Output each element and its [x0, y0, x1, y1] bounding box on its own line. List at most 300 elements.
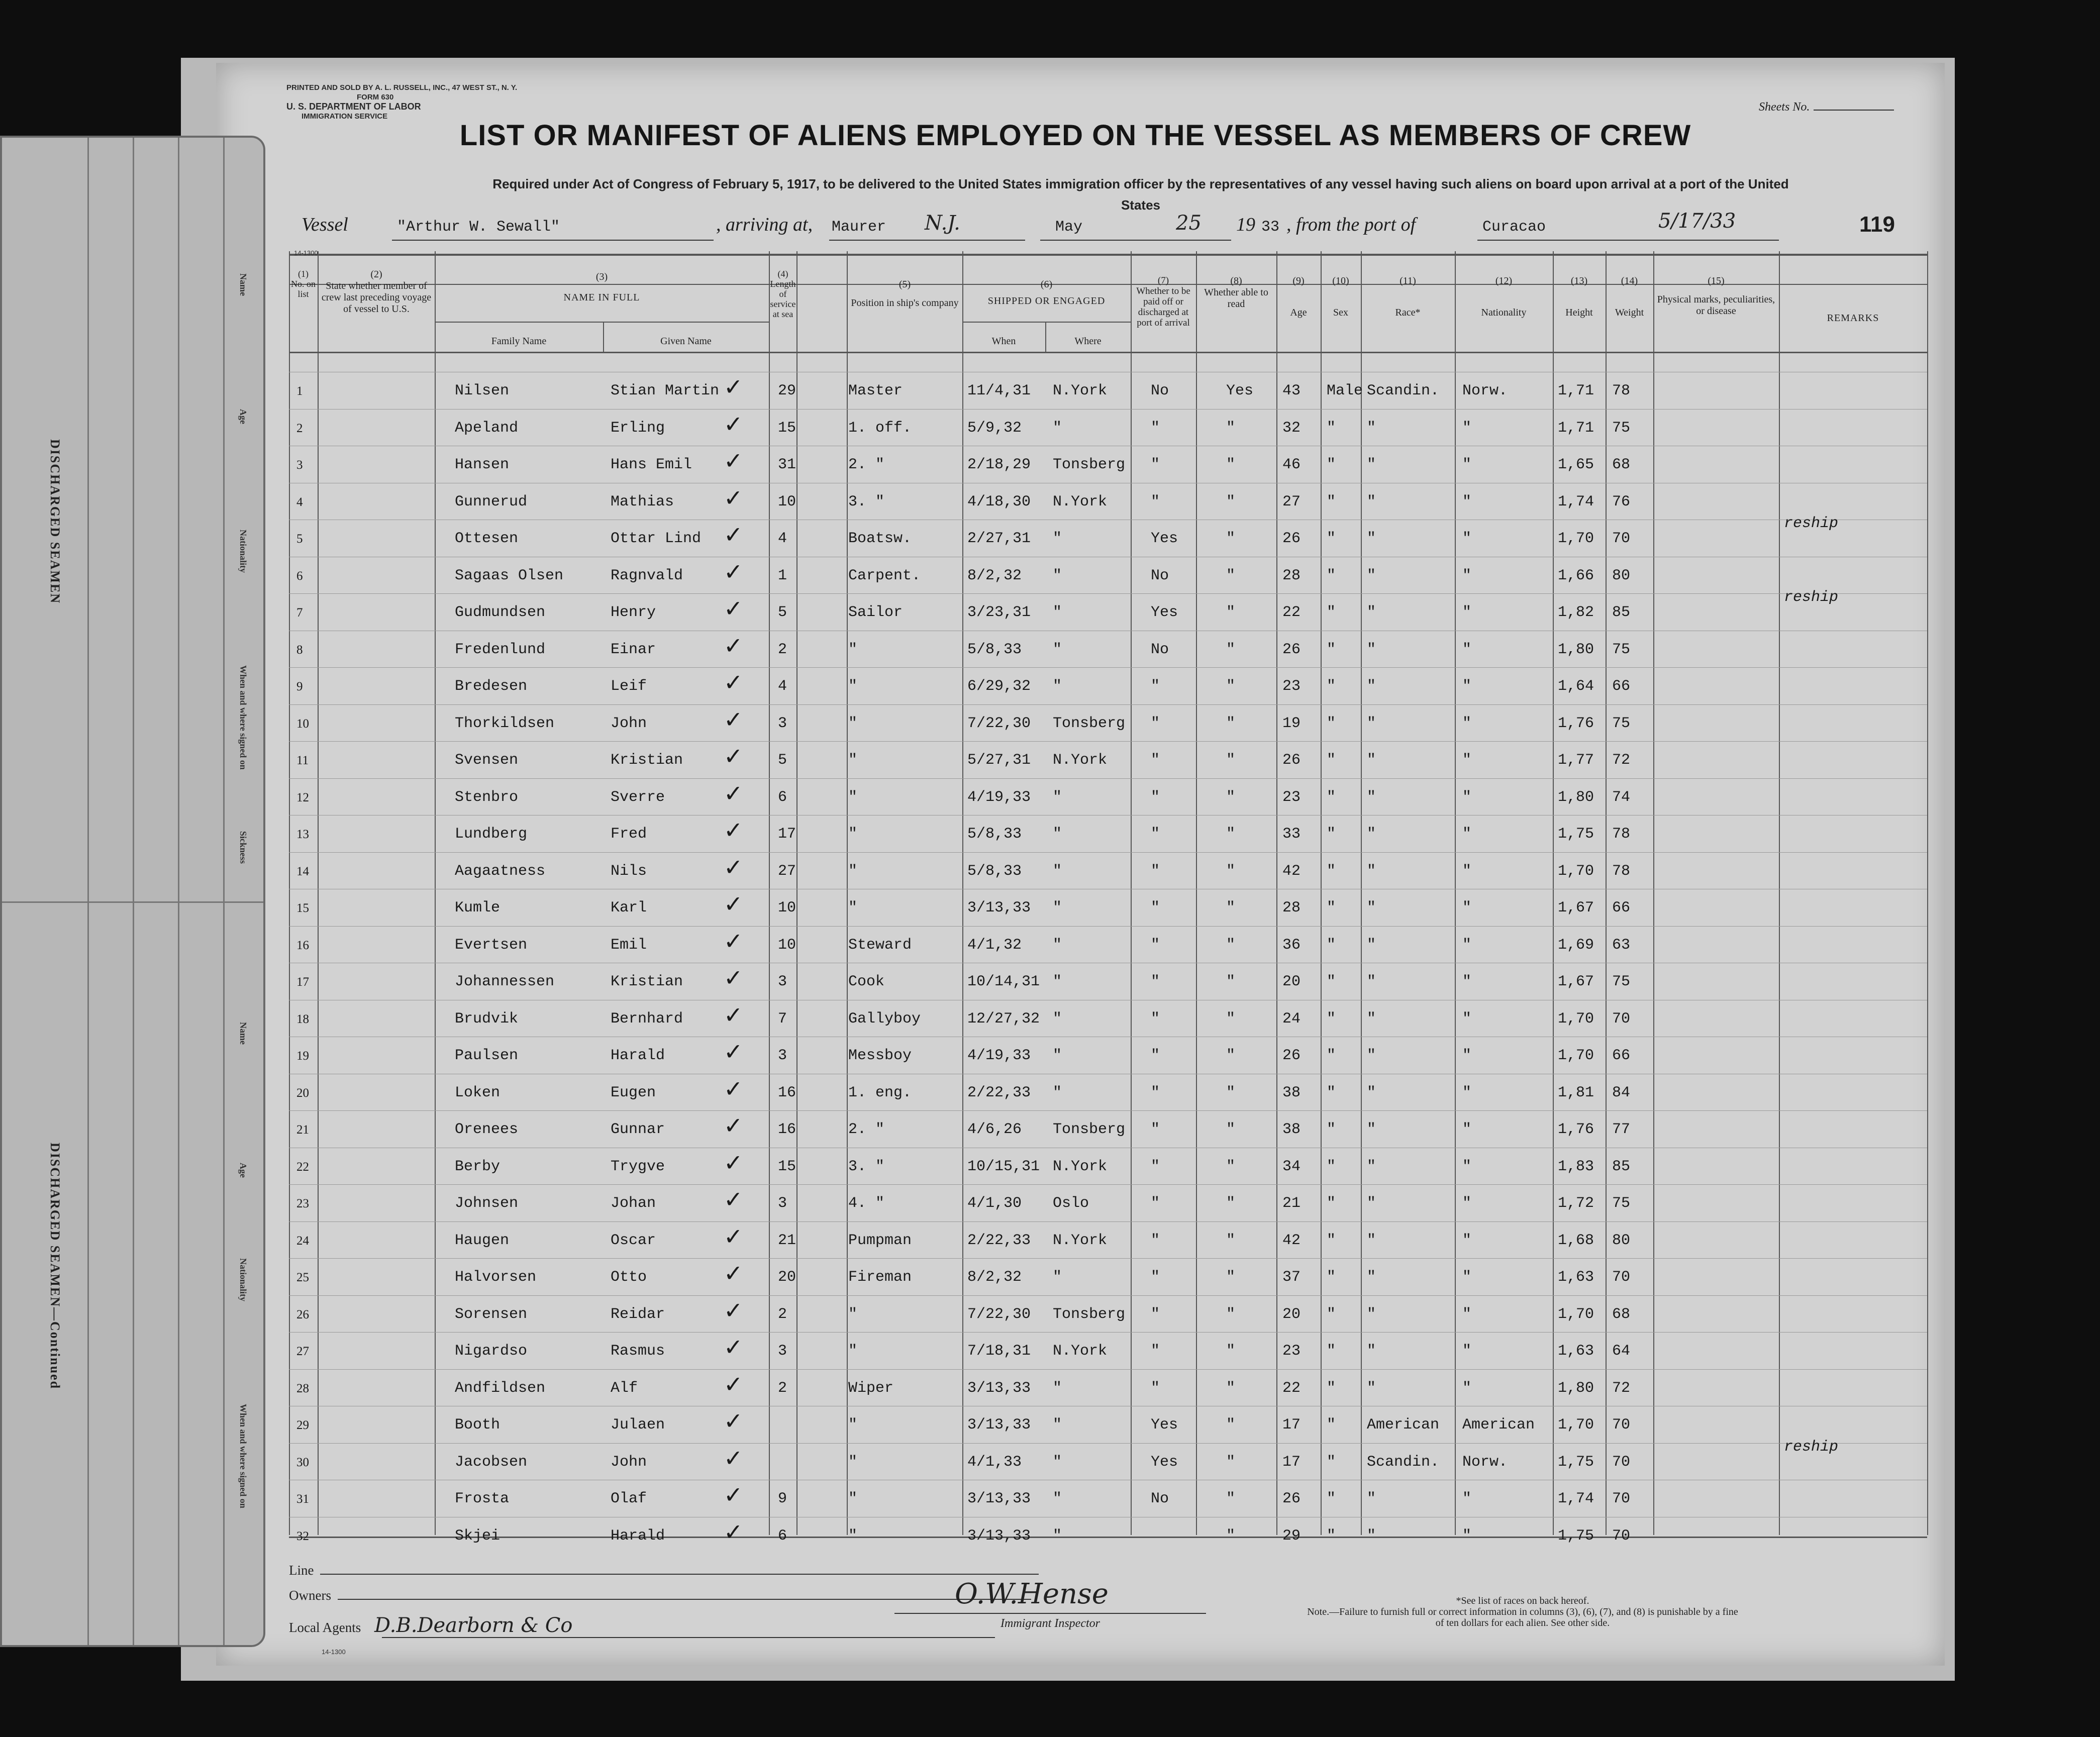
family-name-cell: Jacobsen — [455, 1453, 528, 1471]
shipped-where-cell: " — [1053, 1453, 1062, 1471]
col3b-header: Given Name — [660, 336, 712, 347]
nationality-cell: " — [1462, 1232, 1472, 1249]
family-name-cell: Fredenlund — [455, 641, 546, 658]
race-cell: " — [1367, 826, 1376, 843]
col6a-header: When — [991, 336, 1016, 347]
shipped-when-cell: 5/8,33 — [967, 826, 1022, 843]
weight-cell: 85 — [1612, 1158, 1631, 1175]
shipped-when-cell: 2/22,33 — [967, 1084, 1031, 1101]
height-cell: 1,67 — [1558, 973, 1594, 990]
position-cell: 4. " — [848, 1195, 885, 1212]
sex-cell: " — [1327, 826, 1336, 843]
fold-header-signed-on-2: When and where signed on — [238, 1404, 248, 1508]
sex-cell: " — [1327, 788, 1336, 806]
fold-header-name: Name — [238, 273, 248, 296]
row-number-cell: 19 — [296, 1049, 309, 1063]
shipped-when-cell: 3/13,33 — [967, 1490, 1031, 1507]
given-name-cell: Olaf — [611, 1490, 647, 1507]
table-row — [289, 1184, 1927, 1221]
race-cell: " — [1367, 1047, 1376, 1064]
age-cell: 23 — [1282, 678, 1301, 695]
paid-off-cell: " — [1151, 788, 1160, 806]
family-name-cell: Booth — [455, 1416, 501, 1434]
given-name-cell: Otto — [611, 1269, 647, 1286]
paid-off-cell: " — [1151, 1121, 1160, 1138]
family-name-cell: Nilsen — [455, 382, 510, 399]
given-name-cell: Kristian — [611, 752, 683, 769]
position-cell: 3. " — [848, 1158, 885, 1175]
table-row — [289, 1221, 1927, 1258]
weight-cell: 70 — [1612, 1490, 1631, 1507]
race-cell: " — [1367, 567, 1376, 584]
position-cell: Cook — [848, 973, 885, 990]
family-name-cell: Brudvik — [455, 1010, 519, 1028]
paid-off-cell: " — [1151, 1047, 1160, 1064]
given-name-cell: Nils — [611, 862, 647, 880]
table-row — [289, 852, 1927, 889]
sex-cell: " — [1327, 752, 1336, 769]
paid-off-cell: " — [1151, 899, 1160, 916]
position-cell: 2. " — [848, 456, 885, 473]
weight-cell: 68 — [1612, 1305, 1631, 1323]
height-cell: 1,70 — [1558, 1416, 1594, 1434]
given-name-cell: Ragnvald — [611, 567, 683, 584]
able-to-read-cell: " — [1226, 1158, 1236, 1175]
table-row — [289, 963, 1927, 999]
position-cell: " — [848, 826, 858, 843]
weight-cell: 70 — [1612, 1453, 1631, 1471]
race-cell: " — [1367, 604, 1376, 621]
weight-cell: 66 — [1612, 1047, 1631, 1064]
race-cell: " — [1367, 1343, 1376, 1360]
length-of-service-cell: 10 — [778, 936, 796, 954]
inspector-label: Immigrant Inspector — [1001, 1617, 1100, 1630]
weight-cell: 72 — [1612, 752, 1631, 769]
shipped-when-cell: 8/2,32 — [967, 567, 1022, 584]
row-number-cell: 16 — [296, 938, 309, 952]
length-of-service-cell: 10 — [778, 493, 796, 510]
paid-off-cell: Yes — [1151, 1453, 1178, 1471]
given-name-cell: Sverre — [611, 788, 665, 806]
weight-cell: 75 — [1612, 419, 1631, 437]
height-cell: 1,80 — [1558, 641, 1594, 658]
checkmark-icon: ✓ — [724, 1407, 743, 1435]
shipped-where-cell: N.York — [1053, 1343, 1108, 1360]
row-number-cell: 20 — [296, 1086, 309, 1100]
height-cell: 1,67 — [1558, 899, 1594, 916]
able-to-read-cell: " — [1226, 973, 1236, 990]
year-suffix: 33 — [1261, 219, 1280, 236]
row-number-cell: 4 — [296, 495, 303, 509]
row-number-cell: 13 — [296, 828, 309, 841]
shipped-where-cell: N.York — [1053, 1158, 1108, 1175]
sex-cell: " — [1327, 1158, 1336, 1175]
shipped-where-cell: Tonsberg — [1053, 456, 1126, 473]
sex-cell: " — [1327, 714, 1336, 732]
position-cell: Steward — [848, 936, 912, 954]
row-number-cell: 5 — [296, 532, 303, 546]
length-of-service-cell: 5 — [778, 604, 787, 621]
sex-cell: " — [1327, 1195, 1336, 1212]
table-row — [289, 704, 1927, 741]
shipped-where-cell: " — [1053, 788, 1062, 806]
paid-off-cell: " — [1151, 936, 1160, 954]
row-number-cell: 2 — [296, 421, 303, 435]
nationality-cell: " — [1462, 936, 1472, 954]
nationality-cell: " — [1462, 1490, 1472, 1507]
checkmark-icon: ✓ — [724, 743, 743, 770]
age-cell: 29 — [1282, 1527, 1301, 1545]
sex-cell: " — [1327, 1232, 1336, 1249]
family-name-cell: Stenbro — [455, 788, 519, 806]
able-to-read-cell: " — [1226, 826, 1236, 843]
row-number-cell: 30 — [296, 1455, 309, 1469]
weight-cell: 68 — [1612, 456, 1631, 473]
checkmark-icon: ✓ — [724, 779, 743, 807]
age-cell: 23 — [1282, 788, 1301, 806]
race-cell: " — [1367, 862, 1376, 880]
weight-cell: 75 — [1612, 714, 1631, 732]
race-cell: American — [1367, 1416, 1440, 1434]
family-name-cell: Kumle — [455, 899, 501, 916]
paid-off-cell: " — [1151, 493, 1160, 510]
age-cell: 32 — [1282, 419, 1301, 437]
height-cell: 1,71 — [1558, 419, 1594, 437]
fold-header-sickness: Sickness — [238, 831, 248, 864]
shipped-where-cell: " — [1053, 1416, 1062, 1434]
position-cell: " — [848, 678, 858, 695]
position-cell: " — [848, 1453, 858, 1471]
age-cell: 20 — [1282, 1305, 1301, 1323]
nationality-cell: " — [1462, 1343, 1472, 1360]
row-number-cell: 1 — [296, 384, 303, 398]
col8-header: (8) Whether able to read — [1204, 275, 1268, 310]
sex-cell: " — [1327, 641, 1336, 658]
row-number-cell: 23 — [296, 1197, 309, 1210]
weight-cell: 78 — [1612, 862, 1631, 880]
shipped-when-cell: 11/4,31 — [967, 382, 1031, 399]
height-cell: 1,63 — [1558, 1343, 1594, 1360]
shipped-when-cell: 7/22,30 — [967, 1305, 1031, 1323]
shipped-when-cell: 3/13,33 — [967, 1416, 1031, 1434]
age-cell: 28 — [1282, 567, 1301, 584]
family-name-cell: Nigardso — [455, 1343, 528, 1360]
nationality-cell: " — [1462, 1527, 1472, 1545]
race-cell: Scandin. — [1367, 382, 1440, 399]
length-of-service-cell: 29 — [778, 382, 796, 399]
nationality-cell: " — [1462, 1305, 1472, 1323]
inspector-signature: O.W.Hense — [955, 1578, 1109, 1610]
nationality-cell: " — [1462, 641, 1472, 658]
given-name-cell: Harald — [611, 1047, 665, 1064]
year-prefix: 19 — [1236, 214, 1255, 235]
position-cell: " — [848, 714, 858, 732]
sex-cell: " — [1327, 530, 1336, 547]
weight-cell: 75 — [1612, 1195, 1631, 1212]
col6b-header: Where — [1074, 336, 1102, 347]
shipped-where-cell: " — [1053, 567, 1062, 584]
shipped-where-cell: " — [1053, 826, 1062, 843]
shipped-when-cell: 6/29,32 — [967, 678, 1031, 695]
shipped-when-cell: 2/22,33 — [967, 1232, 1031, 1249]
paid-off-cell: " — [1151, 1269, 1160, 1286]
able-to-read-cell: " — [1226, 862, 1236, 880]
height-cell: 1,74 — [1558, 493, 1594, 510]
from-port-label: , from the port of — [1286, 214, 1416, 235]
race-cell: " — [1367, 1269, 1376, 1286]
height-cell: 1,75 — [1558, 826, 1594, 843]
weight-cell: 80 — [1612, 1232, 1631, 1249]
col3a-header: Family Name — [491, 336, 547, 347]
able-to-read-cell: " — [1226, 678, 1236, 695]
length-of-service-cell: 2 — [778, 1379, 787, 1397]
fold-title-bottom: DISCHARGED SEAMEN—Continued — [48, 1143, 62, 1390]
table-row — [289, 1037, 1927, 1073]
checkmark-icon: ✓ — [724, 1370, 743, 1398]
form-code-bottom: 14-1300 — [322, 1648, 346, 1656]
length-of-service-cell: 16 — [778, 1121, 796, 1138]
given-name-cell: Alf — [611, 1379, 638, 1397]
length-of-service-cell: 7 — [778, 1010, 787, 1028]
able-to-read-cell: " — [1226, 1195, 1236, 1212]
paid-off-cell: " — [1151, 1232, 1160, 1249]
shipped-when-cell: 5/27,31 — [967, 752, 1031, 769]
family-name-cell: Hansen — [455, 456, 510, 473]
nationality-cell: " — [1462, 1158, 1472, 1175]
paid-off-cell: " — [1151, 1084, 1160, 1101]
height-cell: 1,70 — [1558, 1010, 1594, 1028]
given-name-cell: Harald — [611, 1527, 665, 1545]
date-written: 5/17/33 — [1658, 210, 1736, 233]
given-name-cell: Erling — [611, 419, 665, 437]
given-name-cell: Gunnar — [611, 1121, 665, 1138]
weight-cell: 72 — [1612, 1379, 1631, 1397]
paid-off-cell: No — [1151, 1490, 1169, 1507]
weight-cell: 66 — [1612, 899, 1631, 916]
remarks-cell: reship — [1784, 1438, 1839, 1456]
able-to-read-cell: " — [1226, 1453, 1236, 1471]
nationality-cell: " — [1462, 714, 1472, 732]
sex-cell: " — [1327, 604, 1336, 621]
height-cell: 1,66 — [1558, 567, 1594, 584]
table-row — [289, 1480, 1927, 1516]
family-name-cell: Sagaas Olsen — [455, 567, 564, 584]
given-name-cell: Oscar — [611, 1232, 656, 1249]
height-cell: 1,81 — [1558, 1084, 1594, 1101]
col1-header: (1) No. on list — [291, 269, 316, 299]
weight-cell: 80 — [1612, 567, 1631, 584]
given-name-cell: Reidar — [611, 1305, 665, 1323]
sex-cell: " — [1327, 936, 1336, 954]
remarks-header: REMARKS — [1827, 313, 1879, 324]
col6-header: (6) SHIPPED OR ENGAGED — [987, 279, 1106, 306]
nationality-cell: Norw. — [1462, 382, 1508, 399]
form-number: FORM 630 — [357, 93, 394, 101]
shipped-when-cell: 4/18,30 — [967, 493, 1031, 510]
family-name-cell: Frosta — [455, 1490, 510, 1507]
height-cell: 1,70 — [1558, 862, 1594, 880]
position-cell: Boatsw. — [848, 530, 912, 547]
able-to-read-cell: " — [1226, 1232, 1236, 1249]
shipped-where-cell: N.York — [1053, 1232, 1108, 1249]
shipped-where-cell: " — [1053, 1010, 1062, 1028]
row-number-cell: 25 — [296, 1271, 309, 1284]
age-cell: 34 — [1282, 1158, 1301, 1175]
given-name-cell: Karl — [611, 899, 647, 916]
able-to-read-cell: " — [1226, 1379, 1236, 1397]
given-name-cell: Johan — [611, 1195, 656, 1212]
able-to-read-cell: " — [1226, 1305, 1236, 1323]
family-name-cell: Sorensen — [455, 1305, 528, 1323]
paid-off-cell: Yes — [1151, 1416, 1178, 1434]
given-name-cell: Rasmus — [611, 1343, 665, 1360]
height-cell: 1,71 — [1558, 382, 1594, 399]
nationality-cell: " — [1462, 826, 1472, 843]
shipped-where-cell: " — [1053, 1269, 1062, 1286]
able-to-read-cell: " — [1226, 641, 1236, 658]
paid-off-cell: " — [1151, 826, 1160, 843]
local-agents: Local Agents D.B.Dearborn & Co — [289, 1614, 573, 1637]
col4-header: (4) Length of service at sea — [770, 269, 796, 319]
length-of-service-cell: 9 — [778, 1490, 787, 1507]
race-cell: " — [1367, 899, 1376, 916]
race-cell: " — [1367, 1158, 1376, 1175]
table-row — [289, 1369, 1927, 1406]
age-cell: 20 — [1282, 973, 1301, 990]
given-name-cell: Stian Martin — [611, 382, 720, 399]
height-cell: 1,80 — [1558, 788, 1594, 806]
paid-off-cell: " — [1151, 678, 1160, 695]
weight-cell: 75 — [1612, 641, 1631, 658]
age-cell: 43 — [1282, 382, 1301, 399]
nationality-cell: " — [1462, 1379, 1472, 1397]
table-row — [289, 1406, 1927, 1443]
shipped-where-cell: Tonsberg — [1053, 1121, 1126, 1138]
race-cell: " — [1367, 936, 1376, 954]
position-cell: " — [848, 752, 858, 769]
position-cell: Sailor — [848, 604, 903, 621]
family-name-cell: Johnsen — [455, 1195, 519, 1212]
nationality-cell: " — [1462, 456, 1472, 473]
arrival-day: 25 — [1176, 212, 1202, 235]
sex-cell: " — [1327, 1527, 1336, 1545]
nationality-cell: " — [1462, 788, 1472, 806]
vessel-name: "Arthur W. Sewall" — [397, 219, 560, 236]
shipped-where-cell: Tonsberg — [1053, 1305, 1126, 1323]
sex-cell: " — [1327, 456, 1336, 473]
shipped-when-cell: 2/27,31 — [967, 530, 1031, 547]
paid-off-cell: " — [1151, 1158, 1160, 1175]
checkmark-icon: ✓ — [724, 964, 743, 991]
checkmark-icon: ✓ — [724, 410, 743, 438]
age-cell: 38 — [1282, 1084, 1301, 1101]
shipped-when-cell: 4/19,33 — [967, 1047, 1031, 1064]
able-to-read-cell: " — [1226, 1084, 1236, 1101]
checkmark-icon: ✓ — [724, 595, 743, 622]
table-row — [289, 1074, 1927, 1110]
nationality-cell: " — [1462, 899, 1472, 916]
position-cell: 2. " — [848, 1121, 885, 1138]
length-of-service-cell: 2 — [778, 1305, 787, 1323]
table-row — [289, 815, 1927, 852]
height-cell: 1,70 — [1558, 530, 1594, 547]
weight-cell: 74 — [1612, 788, 1631, 806]
length-of-service-cell: 3 — [778, 1047, 787, 1064]
family-name-cell: Haugen — [455, 1232, 510, 1249]
shipped-where-cell: Oslo — [1053, 1195, 1089, 1212]
nationality-cell: " — [1462, 1010, 1472, 1028]
race-cell: " — [1367, 788, 1376, 806]
given-name-cell: John — [611, 714, 647, 732]
given-name-cell: Trygve — [611, 1158, 665, 1175]
length-of-service-cell: 3 — [778, 973, 787, 990]
given-name-cell: Henry — [611, 604, 656, 621]
from-port: Curacao — [1482, 219, 1546, 236]
weight-cell: 70 — [1612, 1416, 1631, 1434]
shipped-when-cell: 3/23,31 — [967, 604, 1031, 621]
sex-cell: " — [1327, 1453, 1336, 1471]
remarks-cell: reship — [1784, 515, 1839, 532]
checkmark-icon: ✓ — [724, 1260, 743, 1287]
age-cell: 28 — [1282, 899, 1301, 916]
col7-header: (7) Whether to be paid off or discharged at port of arrival — [1136, 275, 1190, 328]
line-label: Line — [289, 1563, 1039, 1578]
shipped-when-cell: 3/13,33 — [967, 1379, 1031, 1397]
age-cell: 37 — [1282, 1269, 1301, 1286]
age-cell: 42 — [1282, 862, 1301, 880]
height-cell: 1,75 — [1558, 1527, 1594, 1545]
remarks-cell: reship — [1784, 589, 1839, 606]
length-of-service-cell: 4 — [778, 678, 787, 695]
race-cell: " — [1367, 678, 1376, 695]
table-row — [289, 1110, 1927, 1147]
nationality-cell: " — [1462, 1195, 1472, 1212]
position-cell: " — [848, 1305, 858, 1323]
checkmark-icon: ✓ — [724, 558, 743, 585]
checkmark-icon: ✓ — [724, 632, 743, 659]
paid-off-cell: Yes — [1151, 604, 1178, 621]
shipped-when-cell: 12/27,32 — [967, 1010, 1040, 1028]
nationality-cell: " — [1462, 604, 1472, 621]
family-name-cell: Loken — [455, 1084, 501, 1101]
checkmark-icon: ✓ — [724, 1149, 743, 1176]
shipped-when-cell: 8/2,32 — [967, 1269, 1022, 1286]
height-cell: 1,76 — [1558, 714, 1594, 732]
checkmark-icon: ✓ — [724, 816, 743, 844]
checkmark-icon: ✓ — [724, 1296, 743, 1324]
race-cell: " — [1367, 1232, 1376, 1249]
table-row — [289, 778, 1927, 815]
able-to-read-cell: " — [1226, 752, 1236, 769]
race-cell: " — [1367, 493, 1376, 510]
row-number-cell: 17 — [296, 975, 309, 989]
able-to-read-cell: " — [1226, 936, 1236, 954]
table-row — [289, 741, 1927, 778]
length-of-service-cell: 1 — [778, 567, 787, 584]
local-agents-value: D.B.Dearborn & Co — [374, 1614, 573, 1637]
nationality-cell: American — [1462, 1416, 1535, 1434]
checkmark-icon: ✓ — [724, 1222, 743, 1250]
sex-cell: " — [1327, 493, 1336, 510]
family-name-cell: Paulsen — [455, 1047, 519, 1064]
family-name-cell: Apeland — [455, 419, 519, 437]
race-cell: " — [1367, 456, 1376, 473]
shipped-when-cell: 4/19,33 — [967, 788, 1031, 806]
table-row — [289, 557, 1927, 593]
checkmark-icon: ✓ — [724, 373, 743, 400]
manifest-title: LIST OR MANIFEST OF ALIENS EMPLOYED ON THE VESSEL AS MEMBERS OF CREW — [459, 119, 1691, 152]
col5-header: (5) Position in ship's company — [851, 279, 959, 309]
